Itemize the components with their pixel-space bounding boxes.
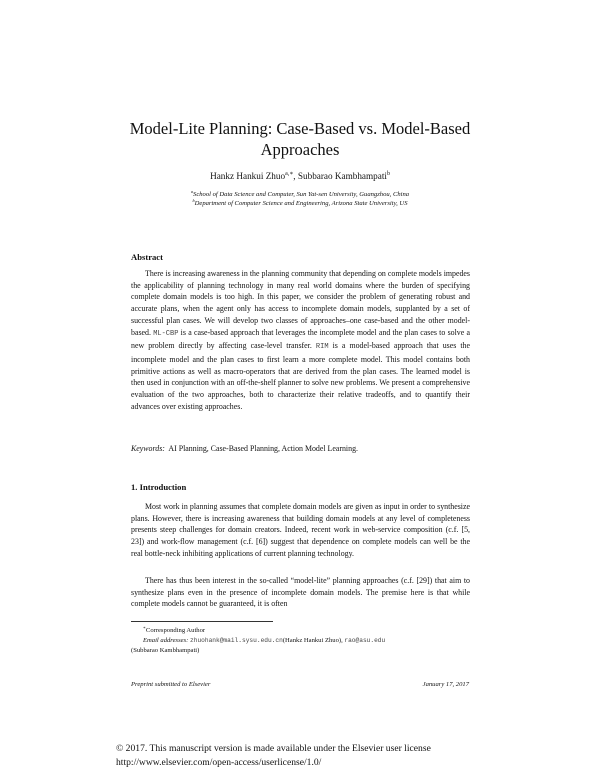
- author-separator: ,: [293, 171, 298, 181]
- abstract-part-3: is a model-based approach that uses the incomplete model and the plan cases to first learn a more complete model. This model contains both primitive actions as well as macro-operators that are derived from the plan cases. The learned model is then used in conjunction with an off-the-shelf planner to solve new problems. We present a comprehensive evaluation of the two approaches, both to characterize their relative tradeoffs, and to quantify their advances over existing approaches.: [131, 341, 470, 411]
- abstract-part-2: is a case-based approach that leverages the incomplete model and the plan cases to solve a new problem directly by affecting case-level transfer.: [131, 327, 470, 351]
- section-heading-introduction: 1. Introduction: [131, 482, 187, 492]
- preprint-date: January 17, 2017: [422, 681, 469, 688]
- footnote-divider: [131, 621, 273, 622]
- ml-cbp-term: ML-CBP: [153, 329, 179, 338]
- keywords-label: Keywords:: [131, 444, 165, 453]
- paper-title: [100, 118, 500, 160]
- title-line-2: Approaches: [260, 140, 340, 159]
- email-link-2[interactable]: rao@asu.edu: [344, 637, 386, 644]
- title-line-1: Model-Lite Planning: Case-Based vs. Model-Based: [129, 119, 471, 138]
- author-list: [60, 171, 540, 181]
- license-notice: © 2017. This manuscript version is made available under the Elsevier user license: [116, 743, 431, 754]
- footnote-emails: [131, 636, 470, 656]
- affiliation-b-text: Department of Computer Science and Engineering, Arizona State University, US: [194, 200, 408, 207]
- author-2: Subbarao Kambhampati: [297, 171, 387, 181]
- email-1-name: (Hankz Hankui Zhuo),: [282, 637, 345, 644]
- intro-paragraph-2: There has thus been interest in the so-called “model-lite” planning approaches (c.f. [29]) that aim to synthesize plans even in the presence of incomplete domain models. The premise here is that while complete models cannot be guaranteed, it is often: [131, 576, 470, 609]
- author-1-marks: a,∗: [285, 170, 294, 177]
- abstract-part-1: There is increasing awareness in the planning community that depending on complete models impedes the applicability of planning technology in many real world domains where the burden of specifying complete domain models is too high. In this paper, we consider the problem of generating robust and accurate plans, when the agent only has access to incomplete domain models, supplanted by a set of successful plan cases. We will develop two classes of approaches–one case-based and the other model-based.: [131, 269, 470, 337]
- author-1: Hankz Hankui Zhuo: [210, 171, 286, 181]
- footnote-mark: ∗: [143, 624, 146, 630]
- affiliation-b-mark: b: [192, 197, 195, 203]
- email-link-1[interactable]: zhuohank@mail.sysu.edu.cn: [190, 637, 283, 644]
- footnote-corresponding: [131, 626, 470, 636]
- affiliation-a-text: School of Data Science and Computer, Sun Yat-sen University, Guangzhou, China: [193, 191, 410, 198]
- keywords-list: AI Planning, Case-Based Planning, Action Model Learning.: [168, 444, 358, 453]
- email-2-name: (Subbarao Kambhampati): [131, 647, 200, 654]
- keywords: [131, 444, 470, 453]
- abstract-heading: Abstract: [131, 252, 163, 262]
- affiliation-a: [60, 188, 540, 198]
- license-url[interactable]: http://www.elsevier.com/open-access/userlicense/1.0/: [116, 757, 322, 768]
- rim-term: RIM: [315, 343, 329, 352]
- footnote-corresponding-text: Corresponding Author: [145, 627, 206, 634]
- preprint-note: Preprint submitted to Elsevier: [131, 681, 211, 688]
- email-label: Email addresses:: [143, 637, 189, 644]
- affiliation-a-mark: a: [190, 188, 194, 194]
- intro-paragraph-1: Most work in planning assumes that complete domain models are given as input in order to synthesize plans. However, there is increasing awareness that building domain models at any level of completeness presents steep challenges for domain creators. Indeed, recent work in web-service composition (c.f. [5, 23]) and work-flow management (c.f. [6]) suggest that dependence on complete models can well be the real bottle-neck inhibiting applications of current planning technology.: [131, 502, 470, 558]
- abstract-text: [131, 268, 470, 412]
- author-2-marks: b: [386, 170, 390, 177]
- affiliation-b: [60, 197, 540, 207]
